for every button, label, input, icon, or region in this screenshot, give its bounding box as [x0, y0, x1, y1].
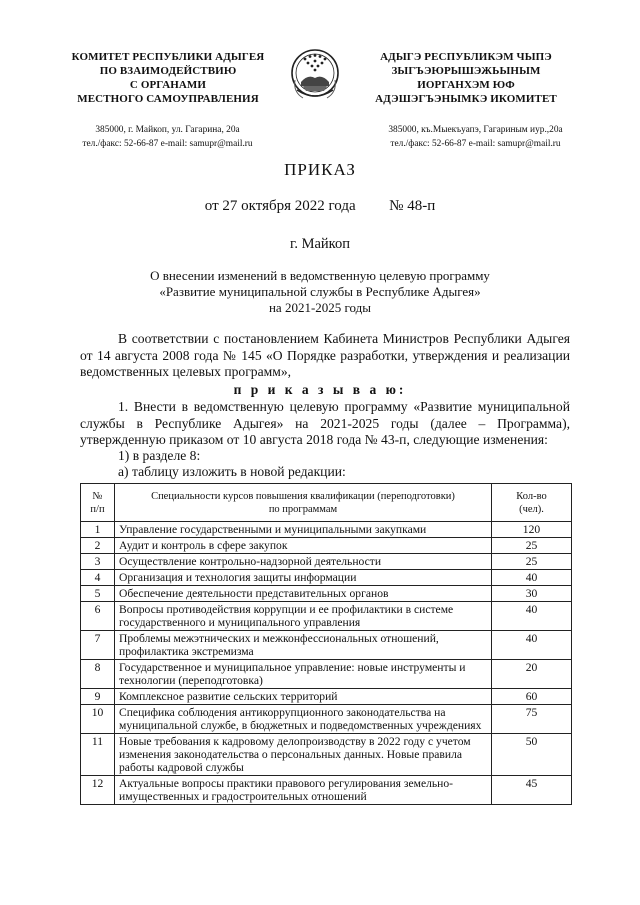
row-name: Актуальные вопросы практики правового регулирования земельно-имущественных и градостроительных отношений — [115, 776, 492, 805]
row-qty: 25 — [492, 554, 572, 570]
address-adyghe — [368, 123, 583, 151]
subject-line: «Развитие муниципальной службы в Республике Адыгея» — [159, 284, 481, 299]
table-row — [81, 586, 572, 602]
row-num: 2 — [81, 538, 115, 554]
row-num: 10 — [81, 705, 115, 734]
row-name: Аудит и контроль в сфере закупок — [115, 538, 492, 554]
row-num: 7 — [81, 631, 115, 660]
subject-line: О внесении изменений в ведомственную целевую программу — [150, 268, 490, 283]
subitem-a: а) таблицу изложить в новой редакции: — [118, 464, 346, 479]
table-row — [81, 554, 572, 570]
order-word: п р и к а з ы в а ю: — [233, 382, 407, 397]
header-text: по программам — [268, 503, 338, 515]
row-qty: 120 — [492, 522, 572, 538]
subject-line: на 2021-2025 годы — [268, 300, 372, 315]
header-name — [115, 484, 492, 522]
header-text: Кол-во — [516, 490, 547, 502]
row-name: Вопросы противодействия коррупции и ее профилактики в системе государственного и муниципального управления — [115, 602, 492, 631]
training-programs-table — [80, 483, 572, 805]
row-qty: 40 — [492, 631, 572, 660]
org-line: С ОРГАНАМИ — [129, 79, 207, 91]
table-row — [81, 631, 572, 660]
row-num: 11 — [81, 734, 115, 776]
row-num: 9 — [81, 689, 115, 705]
row-num: 5 — [81, 586, 115, 602]
table-row — [81, 522, 572, 538]
org-line: ПО ВЗАИМОДЕЙСТВИЮ — [99, 65, 237, 77]
org-line: КОМИТЕТ РЕСПУБЛИКИ АДЫГЕЯ — [71, 51, 265, 63]
preamble-paragraph: В соответствии с постановлением Кабинета Министров Республики Адыгея от 14 августа 2008 года № 145 «О Порядке разработки, утверждения и реализации ведомственных целевых программ», — [80, 331, 570, 379]
address-line: 385000, къ.Мыекъуапэ, Гагариным иур.,20а — [388, 125, 563, 135]
row-qty: 40 — [492, 570, 572, 586]
row-num: 8 — [81, 660, 115, 689]
contacts-line: тел./факс: 52-66-87 e-mail: samupr@mail.ru — [390, 139, 561, 149]
document-subject — [0, 268, 640, 316]
table-row — [81, 660, 572, 689]
row-qty: 20 — [492, 660, 572, 689]
row-name: Государственное и муниципальное управление: новые инструменты и технологии (переподготовка) — [115, 660, 492, 689]
table-row — [81, 570, 572, 586]
row-name: Проблемы межэтнических и межконфессиональных отношений, профилактика экстремизма — [115, 631, 492, 660]
row-name: Обеспечение деятельности представительных органов — [115, 586, 492, 602]
row-num: 3 — [81, 554, 115, 570]
row-num: 12 — [81, 776, 115, 805]
org-line: АДЭШЭГЪЭНЫМКЭ ИКОМИТЕТ — [375, 93, 557, 105]
table-header-row — [81, 484, 572, 522]
table-row — [81, 538, 572, 554]
header-text: (чел). — [519, 503, 544, 515]
header-num — [81, 484, 115, 522]
row-num: 1 — [81, 522, 115, 538]
committee-name-adyghe — [366, 50, 566, 106]
org-line: МЕСТНОГО САМОУПРАВЛЕНИЯ — [77, 93, 259, 105]
row-qty: 75 — [492, 705, 572, 734]
row-qty: 40 — [492, 602, 572, 631]
header-qty — [492, 484, 572, 522]
row-name: Осуществление контрольно-надзорной деятельности — [115, 554, 492, 570]
row-qty: 45 — [492, 776, 572, 805]
document-title: ПРИКАЗ — [284, 160, 356, 179]
coat-of-arms-emblem-icon — [289, 46, 341, 104]
row-qty: 60 — [492, 689, 572, 705]
contacts-line: тел./факс: 52-66-87 e-mail: samupr@mail.ru — [82, 139, 253, 149]
header-text: № — [92, 490, 103, 502]
document-number: № 48-п — [389, 198, 436, 214]
row-name: Специфика соблюдения антикоррупционного законодательства на муниципальной службе, в бюджетных и подведомственных учреждениях — [115, 705, 492, 734]
document-date-line — [0, 198, 640, 215]
table-row — [81, 689, 572, 705]
table-row — [81, 602, 572, 631]
document-date: от 27 октября 2022 года — [204, 198, 356, 214]
row-num: 6 — [81, 602, 115, 631]
org-line: АДЫГЭ РЕСПУБЛИКЭМ ЧЫПЭ — [380, 51, 552, 63]
header-text: п/п — [90, 503, 105, 515]
row-name: Комплексное развитие сельских территорий — [115, 689, 492, 705]
row-qty: 50 — [492, 734, 572, 776]
row-qty: 25 — [492, 538, 572, 554]
table-row — [81, 705, 572, 734]
document-city: г. Майкоп — [290, 236, 350, 252]
address-russian — [60, 123, 275, 151]
table-row — [81, 776, 572, 805]
table-row — [81, 734, 572, 776]
org-line: ЗЫГЪЭЮРЫШЭЖЬЫНЫМ — [391, 65, 541, 77]
row-qty: 30 — [492, 586, 572, 602]
header-text: Специальности курсов повышения квалификации (переподготовки) — [151, 490, 455, 502]
org-line: ИОРГАНХЭМ ЮФ — [417, 79, 515, 91]
address-line: 385000, г. Майкоп, ул. Гагарина, 20а — [95, 125, 240, 135]
row-name: Управление государственными и муниципальными закупками — [115, 522, 492, 538]
subitem-1: 1) в разделе 8: — [118, 448, 201, 463]
committee-name-russian — [68, 50, 268, 106]
row-name: Организация и технология защиты информации — [115, 570, 492, 586]
row-name: Новые требования к кадровому делопроизводству в 2022 году с учетом изменения законодательства о персональных данных. Новые правила работы кадровой службы — [115, 734, 492, 776]
item-1-paragraph: 1. Внести в ведомственную целевую программу «Развитие муниципальной службы в Республике Адыгея» на 2021-2025 годы (далее – Программа), утвержденную приказом от 10 августа 2018 года № 43-п, следующие изменения: — [80, 399, 570, 447]
row-num: 4 — [81, 570, 115, 586]
